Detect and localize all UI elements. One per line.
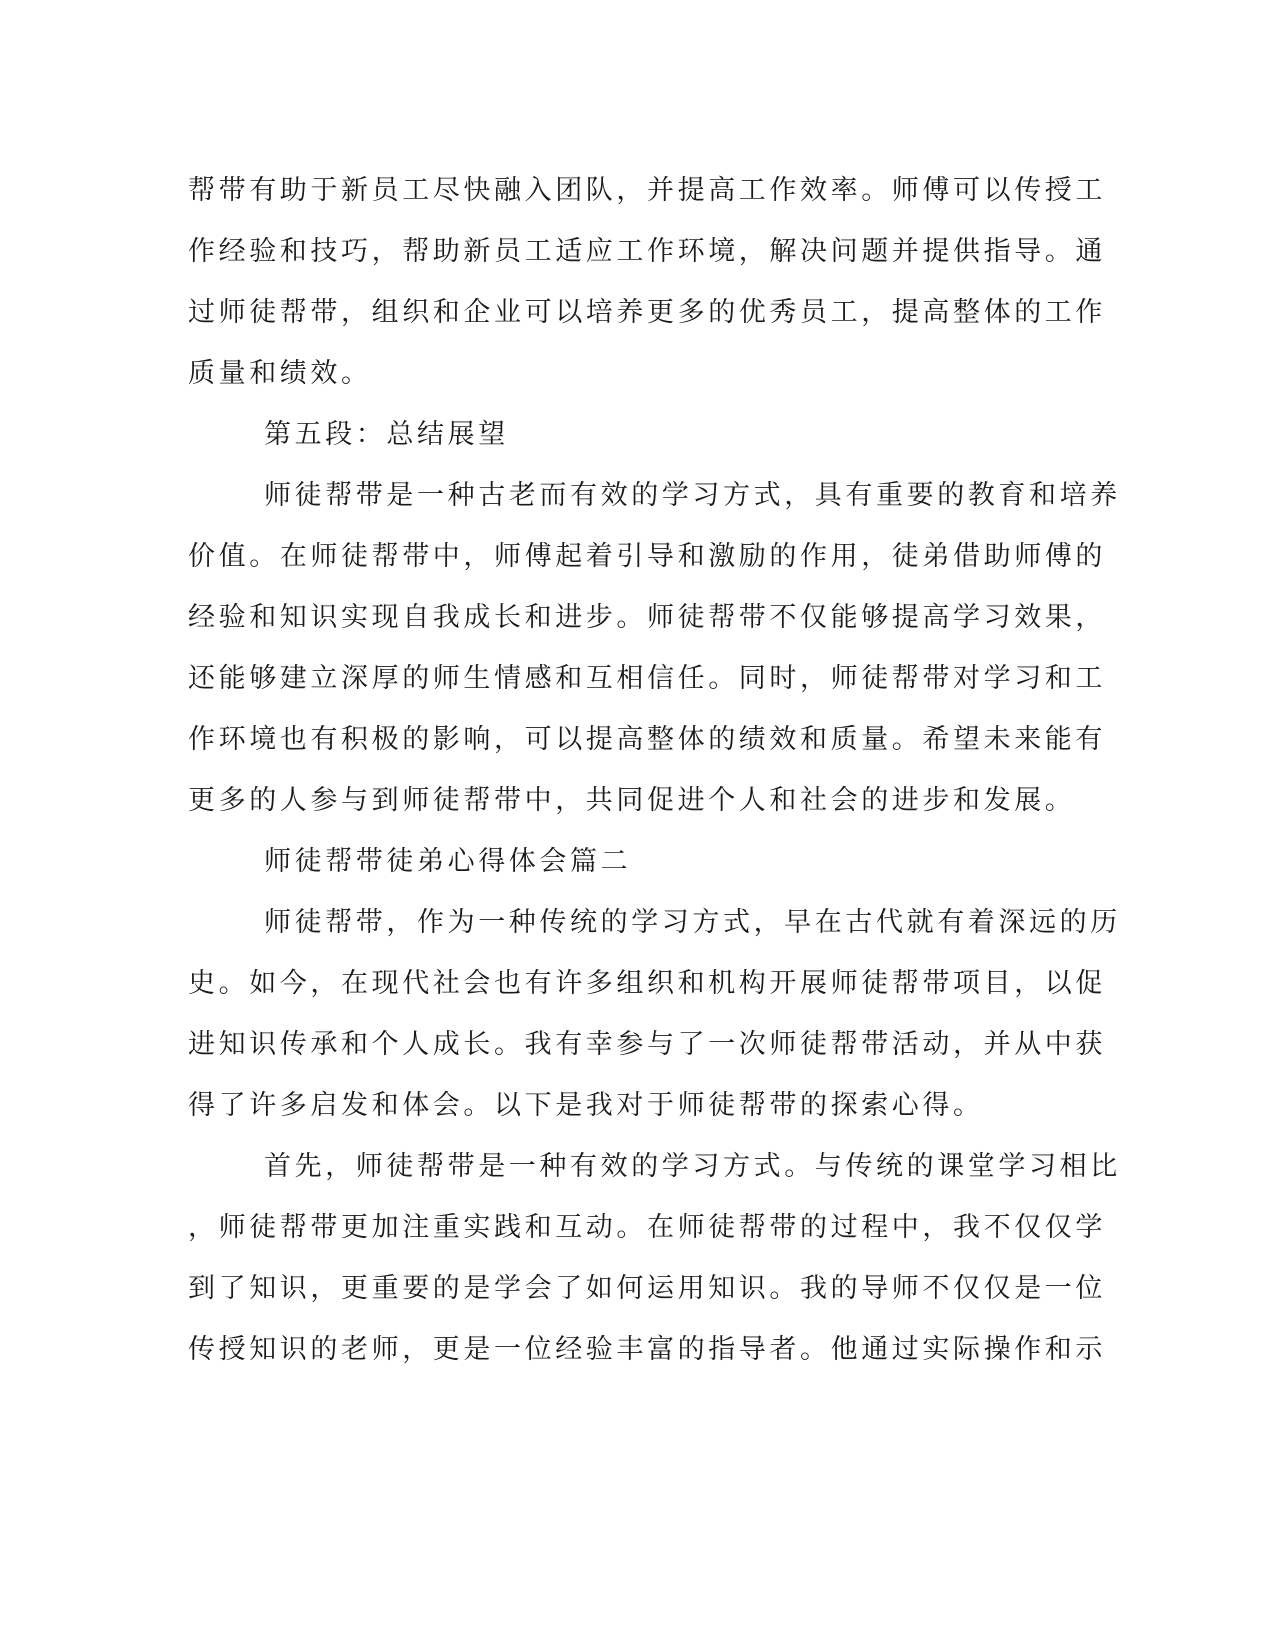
text-line-4: 质量和绩效。 (188, 358, 372, 389)
document-body (188, 160, 1121, 1380)
text-line-9: 还能够建立深厚的师生情感和互相信任。同时，师徒帮带对学习和工 (188, 663, 1106, 694)
text-line-2: 作经验和技巧，帮助新员工适应工作环境，解决问题并提供指导。通 (188, 236, 1106, 267)
text-line-20: 传授知识的老师，更是一位经验丰富的指导者。他通过实际操作和示 (188, 1334, 1106, 1365)
text-line-8: 经验和知识实现自我成长和进步。师徒帮带不仅能够提高学习效果， (188, 602, 1106, 633)
text-line-17: 首先，师徒帮带是一种有效的学习方式。与传统的课堂学习相比 (264, 1151, 1121, 1182)
text-line-3: 过师徒帮带，组织和企业可以培养更多的优秀员工，提高整体的工作 (188, 297, 1106, 328)
text-line-13: 师徒帮带，作为一种传统的学习方式，早在古代就有着深远的历 (264, 907, 1121, 938)
text-line-16: 得了许多启发和体会。以下是我对于师徒帮带的探索心得。 (188, 1090, 984, 1121)
text-line-10: 作环境也有积极的影响，可以提高整体的绩效和质量。希望未来能有 (188, 724, 1106, 755)
text-line-1: 帮带有助于新员工尽快融入团队，并提高工作效率。师傅可以传授工 (188, 175, 1106, 206)
text-line-19: 到了知识，更重要的是学会了如何运用知识。我的导师不仅仅是一位 (188, 1273, 1106, 1304)
section-heading-five: 第五段：总结展望 (264, 419, 509, 450)
text-line-7: 价值。在师徒帮带中，师傅起着引导和激励的作用，徒弟借助师傅的 (188, 541, 1106, 572)
text-line-6: 师徒帮带是一种古老而有效的学习方式，具有重要的教育和培养 (264, 480, 1121, 511)
text-line-15: 进知识传承和个人成长。我有幸参与了一次师徒帮带活动，并从中获 (188, 1029, 1106, 1060)
text-line-14: 史。如今，在现代社会也有许多组织和机构开展师徒帮带项目，以促 (188, 968, 1106, 999)
text-line-11: 更多的人参与到师徒帮带中，共同促进个人和社会的进步和发展。 (188, 785, 1076, 816)
text-line-18: ，师徒帮带更加注重实践和互动。在师徒帮带的过程中，我不仅仅学 (188, 1212, 1106, 1243)
article-title-two: 师徒帮带徒弟心得体会篇二 (264, 846, 632, 877)
